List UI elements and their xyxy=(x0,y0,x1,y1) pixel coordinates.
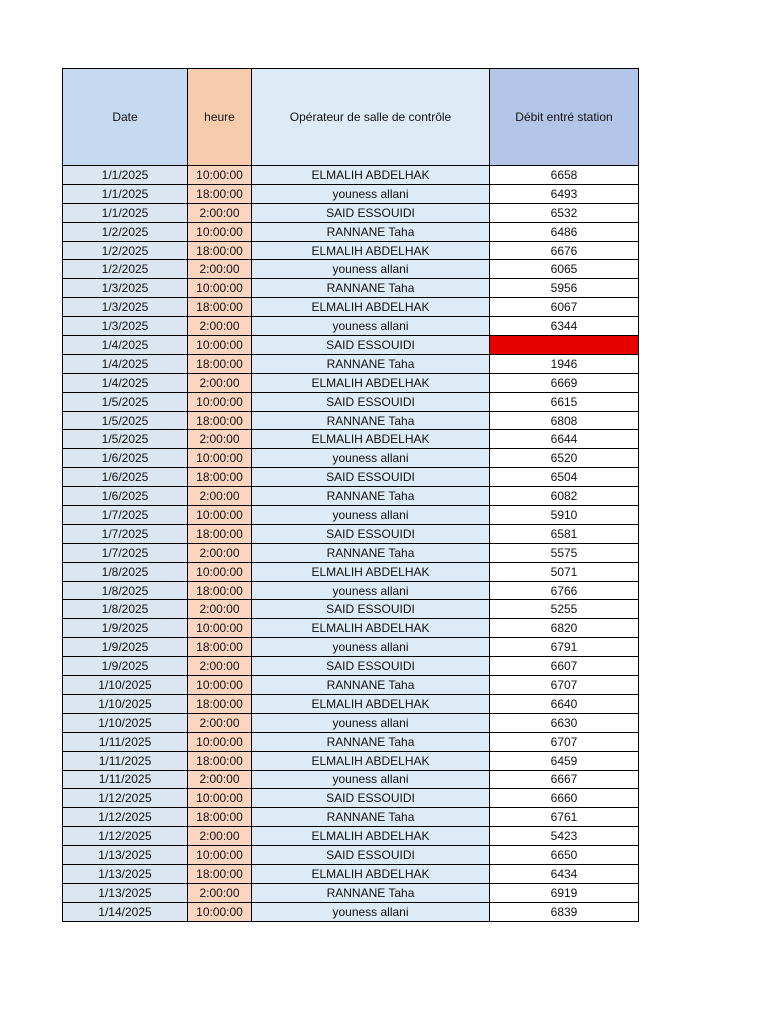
cell-heure[interactable]: 18:00:00 xyxy=(188,354,252,373)
cell-debit[interactable]: 6707 xyxy=(490,676,639,695)
cell-debit[interactable]: 6658 xyxy=(490,166,639,185)
table-row xyxy=(63,279,639,298)
cell-debit[interactable]: 6669 xyxy=(490,373,639,392)
header-operateur[interactable]: Opérateur de salle de contrôle xyxy=(252,69,490,166)
cell-date[interactable]: 1/10/2025 xyxy=(63,676,188,695)
cell-debit[interactable]: 6660 xyxy=(490,789,639,808)
table-row xyxy=(63,562,639,581)
cell-heure[interactable]: 10:00:00 xyxy=(188,732,252,751)
table-row xyxy=(63,846,639,865)
table-row xyxy=(63,581,639,600)
table-row xyxy=(63,789,639,808)
cell-debit[interactable]: 6581 xyxy=(490,524,639,543)
cell-date[interactable]: 1/3/2025 xyxy=(63,317,188,336)
table-row xyxy=(63,638,639,657)
cell-operateur[interactable]: youness allani xyxy=(252,184,490,203)
cell-operateur[interactable]: RANNANE Taha xyxy=(252,279,490,298)
cell-debit[interactable]: 6644 xyxy=(490,430,639,449)
cell-date[interactable]: 1/12/2025 xyxy=(63,827,188,846)
cell-date[interactable]: 1/9/2025 xyxy=(63,638,188,657)
cell-debit[interactable]: 6493 xyxy=(490,184,639,203)
table-row xyxy=(63,619,639,638)
cell-heure[interactable]: 10:00:00 xyxy=(188,449,252,468)
cell-operateur[interactable]: youness allani xyxy=(252,902,490,921)
table-row xyxy=(63,751,639,770)
cell-operateur[interactable]: SAID ESSOUIDI xyxy=(252,657,490,676)
cell-date[interactable]: 1/12/2025 xyxy=(63,789,188,808)
table-row xyxy=(63,222,639,241)
cell-heure[interactable]: 10:00:00 xyxy=(188,222,252,241)
table-row xyxy=(63,373,639,392)
cell-date[interactable]: 1/6/2025 xyxy=(63,487,188,506)
table-row xyxy=(63,354,639,373)
cell-operateur[interactable]: RANNANE Taha xyxy=(252,543,490,562)
cell-date[interactable]: 1/10/2025 xyxy=(63,713,188,732)
table-row xyxy=(63,902,639,921)
cell-operateur[interactable]: ELMALIH ABDELHAK xyxy=(252,430,490,449)
cell-heure[interactable]: 2:00:00 xyxy=(188,883,252,902)
table-header xyxy=(63,69,639,166)
cell-debit[interactable]: 6761 xyxy=(490,808,639,827)
cell-date[interactable]: 1/2/2025 xyxy=(63,222,188,241)
cell-heure[interactable]: 18:00:00 xyxy=(188,298,252,317)
cell-heure[interactable]: 2:00:00 xyxy=(188,713,252,732)
cell-heure[interactable]: 18:00:00 xyxy=(188,864,252,883)
cell-debit[interactable]: 5575 xyxy=(490,543,639,562)
data-table xyxy=(62,68,639,922)
cell-operateur[interactable]: SAID ESSOUIDI xyxy=(252,392,490,411)
cell-debit[interactable]: 6820 xyxy=(490,619,639,638)
cell-operateur[interactable]: RANNANE Taha xyxy=(252,883,490,902)
cell-heure[interactable]: 18:00:00 xyxy=(188,524,252,543)
cell-debit[interactable]: 6520 xyxy=(490,449,639,468)
cell-operateur[interactable]: RANNANE Taha xyxy=(252,487,490,506)
cell-debit[interactable]: 6459 xyxy=(490,751,639,770)
cell-operateur[interactable]: SAID ESSOUIDI xyxy=(252,600,490,619)
cell-debit[interactable]: 5423 xyxy=(490,827,639,846)
cell-date[interactable]: 1/1/2025 xyxy=(63,184,188,203)
cell-operateur[interactable]: youness allani xyxy=(252,638,490,657)
table-body xyxy=(63,166,639,922)
cell-debit[interactable]: 6766 xyxy=(490,581,639,600)
cell-date[interactable]: 1/3/2025 xyxy=(63,279,188,298)
cell-operateur[interactable]: youness allani xyxy=(252,317,490,336)
cell-heure[interactable]: 2:00:00 xyxy=(188,317,252,336)
cell-debit[interactable]: 6630 xyxy=(490,713,639,732)
cell-operateur[interactable]: RANNANE Taha xyxy=(252,411,490,430)
cell-heure[interactable]: 18:00:00 xyxy=(188,468,252,487)
cell-operateur[interactable]: RANNANE Taha xyxy=(252,222,490,241)
cell-date[interactable]: 1/14/2025 xyxy=(63,902,188,921)
cell-date[interactable]: 1/9/2025 xyxy=(63,619,188,638)
cell-operateur[interactable]: youness allani xyxy=(252,581,490,600)
table-row xyxy=(63,392,639,411)
table-row xyxy=(63,241,639,260)
cell-operateur[interactable]: SAID ESSOUIDI xyxy=(252,846,490,865)
cell-heure[interactable]: 2:00:00 xyxy=(188,600,252,619)
cell-date[interactable]: 1/6/2025 xyxy=(63,449,188,468)
cell-operateur[interactable]: SAID ESSOUIDI xyxy=(252,203,490,222)
cell-heure[interactable]: 2:00:00 xyxy=(188,373,252,392)
cell-debit[interactable]: 6919 xyxy=(490,883,639,902)
table-row xyxy=(63,430,639,449)
cell-operateur[interactable]: ELMALIH ABDELHAK xyxy=(252,827,490,846)
table-row xyxy=(63,676,639,695)
cell-date[interactable]: 1/8/2025 xyxy=(63,600,188,619)
cell-debit[interactable]: 6344 xyxy=(490,317,639,336)
table-row xyxy=(63,411,639,430)
cell-heure[interactable]: 18:00:00 xyxy=(188,808,252,827)
cell-operateur[interactable]: RANNANE Taha xyxy=(252,354,490,373)
cell-date[interactable]: 1/13/2025 xyxy=(63,883,188,902)
cell-debit[interactable]: 6532 xyxy=(490,203,639,222)
cell-date[interactable]: 1/9/2025 xyxy=(63,657,188,676)
table-row xyxy=(63,336,639,355)
table-row xyxy=(63,166,639,185)
cell-debit[interactable]: 6839 xyxy=(490,902,639,921)
cell-heure[interactable]: 10:00:00 xyxy=(188,619,252,638)
cell-operateur[interactable]: ELMALIH ABDELHAK xyxy=(252,751,490,770)
table-row xyxy=(63,770,639,789)
table-row xyxy=(63,260,639,279)
cell-heure[interactable]: 10:00:00 xyxy=(188,789,252,808)
cell-heure[interactable]: 10:00:00 xyxy=(188,562,252,581)
cell-debit[interactable]: 5255 xyxy=(490,600,639,619)
cell-operateur[interactable]: ELMALIH ABDELHAK xyxy=(252,166,490,185)
cell-debit[interactable]: 6676 xyxy=(490,241,639,260)
cell-operateur[interactable]: ELMALIH ABDELHAK xyxy=(252,373,490,392)
cell-debit[interactable]: 6640 xyxy=(490,694,639,713)
cell-debit[interactable]: 5910 xyxy=(490,506,639,525)
cell-date[interactable]: 1/5/2025 xyxy=(63,392,188,411)
cell-operateur[interactable]: youness allani xyxy=(252,449,490,468)
cell-heure[interactable]: 18:00:00 xyxy=(188,751,252,770)
cell-date[interactable]: 1/7/2025 xyxy=(63,543,188,562)
cell-heure[interactable]: 2:00:00 xyxy=(188,430,252,449)
header-heure[interactable]: heure xyxy=(188,69,252,166)
table-row xyxy=(63,808,639,827)
cell-debit[interactable]: 1946 xyxy=(490,354,639,373)
cell-debit[interactable]: 6615 xyxy=(490,392,639,411)
cell-operateur[interactable]: ELMALIH ABDELHAK xyxy=(252,864,490,883)
cell-heure[interactable]: 2:00:00 xyxy=(188,260,252,279)
cell-operateur[interactable]: ELMALIH ABDELHAK xyxy=(252,562,490,581)
cell-date[interactable]: 1/2/2025 xyxy=(63,241,188,260)
table-row xyxy=(63,543,639,562)
cell-heure[interactable]: 18:00:00 xyxy=(188,694,252,713)
cell-date[interactable]: 1/8/2025 xyxy=(63,581,188,600)
cell-date[interactable]: 1/13/2025 xyxy=(63,864,188,883)
cell-date[interactable]: 1/13/2025 xyxy=(63,846,188,865)
cell-heure[interactable]: 10:00:00 xyxy=(188,336,252,355)
cell-heure[interactable]: 2:00:00 xyxy=(188,203,252,222)
cell-heure[interactable]: 10:00:00 xyxy=(188,676,252,695)
header-debit[interactable]: Débit entré station xyxy=(490,69,639,166)
table-row xyxy=(63,506,639,525)
table-row xyxy=(63,657,639,676)
cell-operateur[interactable]: ELMALIH ABDELHAK xyxy=(252,241,490,260)
table-row xyxy=(63,298,639,317)
table-row xyxy=(63,864,639,883)
cell-date[interactable]: 1/11/2025 xyxy=(63,770,188,789)
cell-heure[interactable]: 10:00:00 xyxy=(188,166,252,185)
table-row xyxy=(63,449,639,468)
cell-operateur[interactable]: youness allani xyxy=(252,506,490,525)
cell-operateur[interactable]: RANNANE Taha xyxy=(252,676,490,695)
cell-date[interactable]: 1/7/2025 xyxy=(63,506,188,525)
cell-date[interactable]: 1/8/2025 xyxy=(63,562,188,581)
cell-date[interactable]: 1/11/2025 xyxy=(63,732,188,751)
cell-debit[interactable]: 6707 xyxy=(490,732,639,751)
cell-date[interactable]: 1/4/2025 xyxy=(63,354,188,373)
cell-debit[interactable]: 6791 xyxy=(490,638,639,657)
cell-date[interactable]: 1/6/2025 xyxy=(63,468,188,487)
cell-operateur[interactable]: SAID ESSOUIDI xyxy=(252,789,490,808)
cell-heure[interactable]: 2:00:00 xyxy=(188,543,252,562)
cell-date[interactable]: 1/1/2025 xyxy=(63,203,188,222)
cell-operateur[interactable]: SAID ESSOUIDI xyxy=(252,468,490,487)
cell-heure[interactable]: 2:00:00 xyxy=(188,827,252,846)
cell-debit[interactable]: 6082 xyxy=(490,487,639,506)
cell-operateur[interactable]: ELMALIH ABDELHAK xyxy=(252,619,490,638)
cell-date[interactable]: 1/10/2025 xyxy=(63,694,188,713)
cell-heure[interactable]: 10:00:00 xyxy=(188,279,252,298)
cell-debit[interactable]: 6065 xyxy=(490,260,639,279)
cell-operateur[interactable]: ELMALIH ABDELHAK xyxy=(252,694,490,713)
table-row xyxy=(63,317,639,336)
cell-debit[interactable]: 6607 xyxy=(490,657,639,676)
cell-heure[interactable]: 10:00:00 xyxy=(188,506,252,525)
cell-operateur[interactable]: ELMALIH ABDELHAK xyxy=(252,298,490,317)
table-row xyxy=(63,468,639,487)
cell-date[interactable]: 1/11/2025 xyxy=(63,751,188,770)
cell-debit[interactable]: 6667 xyxy=(490,770,639,789)
cell-heure[interactable]: 10:00:00 xyxy=(188,846,252,865)
table-row xyxy=(63,694,639,713)
table-row xyxy=(63,732,639,751)
cell-heure[interactable]: 2:00:00 xyxy=(188,657,252,676)
cell-heure[interactable]: 18:00:00 xyxy=(188,411,252,430)
cell-date[interactable]: 1/1/2025 xyxy=(63,166,188,185)
cell-operateur[interactable]: SAID ESSOUIDI xyxy=(252,336,490,355)
cell-debit[interactable] xyxy=(490,336,639,355)
header-date[interactable]: Date xyxy=(63,69,188,166)
table-row xyxy=(63,827,639,846)
cell-heure[interactable]: 2:00:00 xyxy=(188,770,252,789)
cell-debit[interactable]: 6808 xyxy=(490,411,639,430)
cell-date[interactable]: 1/4/2025 xyxy=(63,373,188,392)
cell-debit[interactable]: 6434 xyxy=(490,864,639,883)
header-row xyxy=(63,69,639,166)
table-row xyxy=(63,713,639,732)
cell-debit[interactable]: 6650 xyxy=(490,846,639,865)
table-row xyxy=(63,203,639,222)
table-row xyxy=(63,524,639,543)
table-row xyxy=(63,600,639,619)
cell-heure[interactable]: 10:00:00 xyxy=(188,392,252,411)
cell-date[interactable]: 1/3/2025 xyxy=(63,298,188,317)
cell-debit[interactable]: 5956 xyxy=(490,279,639,298)
cell-operateur[interactable]: SAID ESSOUIDI xyxy=(252,524,490,543)
cell-operateur[interactable]: youness allani xyxy=(252,713,490,732)
cell-operateur[interactable]: youness allani xyxy=(252,770,490,789)
cell-operateur[interactable]: RANNANE Taha xyxy=(252,732,490,751)
cell-date[interactable]: 1/7/2025 xyxy=(63,524,188,543)
table-row xyxy=(63,883,639,902)
cell-operateur[interactable]: youness allani xyxy=(252,260,490,279)
cell-operateur[interactable]: RANNANE Taha xyxy=(252,808,490,827)
cell-debit[interactable]: 6486 xyxy=(490,222,639,241)
cell-heure[interactable]: 2:00:00 xyxy=(188,487,252,506)
cell-date[interactable]: 1/5/2025 xyxy=(63,430,188,449)
cell-debit[interactable]: 6504 xyxy=(490,468,639,487)
cell-heure[interactable]: 18:00:00 xyxy=(188,184,252,203)
cell-heure[interactable]: 18:00:00 xyxy=(188,581,252,600)
cell-debit[interactable]: 6067 xyxy=(490,298,639,317)
cell-date[interactable]: 1/12/2025 xyxy=(63,808,188,827)
cell-date[interactable]: 1/5/2025 xyxy=(63,411,188,430)
cell-date[interactable]: 1/4/2025 xyxy=(63,336,188,355)
cell-heure[interactable]: 18:00:00 xyxy=(188,638,252,657)
cell-date[interactable]: 1/2/2025 xyxy=(63,260,188,279)
cell-heure[interactable]: 10:00:00 xyxy=(188,902,252,921)
cell-heure[interactable]: 18:00:00 xyxy=(188,241,252,260)
cell-debit[interactable]: 5071 xyxy=(490,562,639,581)
table-row xyxy=(63,184,639,203)
table-row xyxy=(63,487,639,506)
